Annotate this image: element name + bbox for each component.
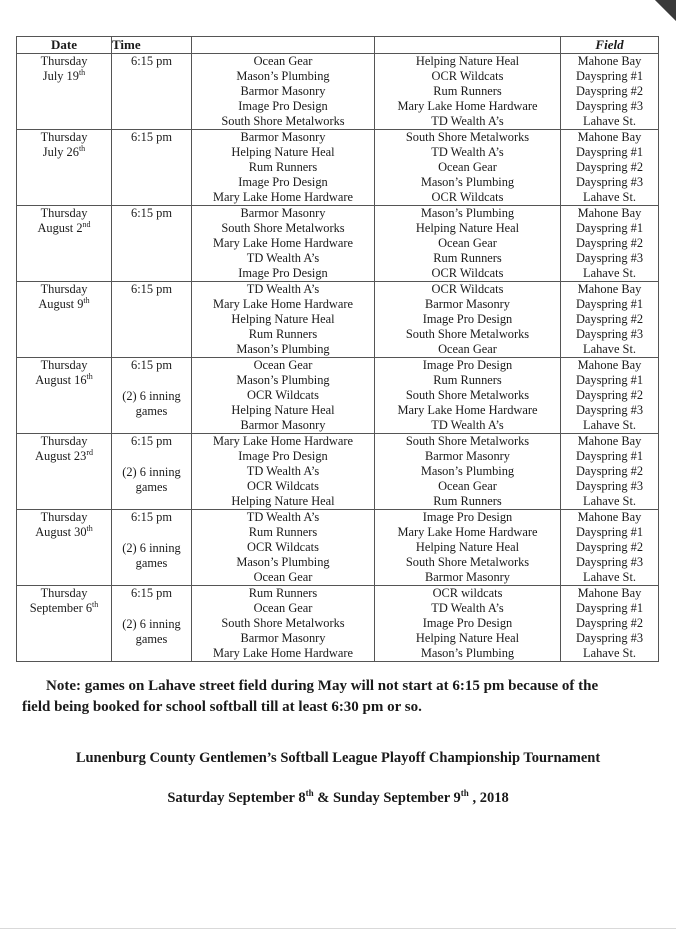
week-away-cell [375, 282, 561, 358]
away-team: Helping Nature Heal [415, 540, 520, 554]
field-name: Lahave St. [583, 190, 636, 204]
home-team: Mason’s Plumbing [236, 555, 330, 569]
week-away-cell [375, 358, 561, 434]
field-name: Lahave St. [583, 418, 636, 432]
away-team: TD Wealth A’s [431, 601, 504, 615]
away-team: Mason’s Plumbing [420, 464, 515, 478]
week-month-day [35, 525, 93, 539]
field-name: Dayspring #2 [575, 312, 644, 326]
field-name: Dayspring #2 [575, 84, 644, 98]
week-month-day-text: September 6 [29, 601, 93, 615]
week-away-cell [375, 206, 561, 282]
away-team: South Shore Metalworks [405, 327, 530, 341]
away-team: Barmor Masonry [425, 570, 510, 584]
home-team: Ocean Gear [253, 54, 313, 68]
week-month-day [43, 145, 85, 159]
week-time-cell [112, 206, 192, 282]
scan-edge-shadow [646, 0, 676, 22]
field-name: Mahone Bay [577, 358, 642, 372]
week-month-day [43, 69, 85, 83]
inning-note: (2) 6 inning games [122, 541, 181, 570]
away-team: TD Wealth A’s [431, 418, 504, 432]
week-date-cell [17, 510, 112, 586]
field-name: Mahone Bay [577, 434, 642, 448]
week-day: Thursday [40, 434, 88, 448]
week-month-day-text: August 2 [37, 221, 83, 235]
week-time-cell [112, 434, 192, 510]
week-day: Thursday [40, 358, 88, 372]
week-away-cell [375, 510, 561, 586]
week-time: 6:15 pm [131, 510, 172, 524]
week-ordinal-suffix: th [86, 371, 93, 381]
away-team: Rum Runners [433, 373, 502, 387]
home-team: Barmor Masonry [240, 130, 326, 144]
week-date-cell [17, 54, 112, 130]
home-team: Barmor Masonry [240, 631, 326, 645]
week-time: 6:15 pm [131, 434, 172, 448]
week-home-cell [192, 434, 375, 510]
header-away [375, 37, 561, 54]
away-team: Mary Lake Home Hardware [397, 403, 538, 417]
week-row [17, 130, 659, 206]
week-ordinal-suffix: th [78, 67, 86, 77]
away-team: Image Pro Design [422, 312, 513, 326]
field-name: Dayspring #3 [575, 175, 644, 189]
week-fields-cell [561, 358, 659, 434]
field-name: Dayspring #3 [575, 631, 644, 645]
field-name: Dayspring #2 [575, 236, 644, 250]
field-name: Dayspring #1 [575, 449, 644, 463]
week-home-cell [192, 54, 375, 130]
week-ordinal-suffix: th [83, 295, 90, 305]
week-month-day-text: August 9 [38, 297, 84, 311]
week-home-cell [192, 282, 375, 358]
field-name: Lahave St. [583, 570, 636, 584]
field-name: Dayspring #3 [575, 479, 644, 493]
header-date: Date [17, 37, 112, 54]
away-team: Image Pro Design [422, 510, 513, 524]
week-time: 6:15 pm [131, 130, 172, 144]
week-fields-cell [561, 130, 659, 206]
field-name: Dayspring #3 [575, 403, 644, 417]
tournament-sat-suffix: th [305, 788, 314, 799]
scan-artifact-line [0, 928, 676, 929]
home-team: Helping Nature Heal [231, 403, 335, 417]
week-month-day-text: July 19 [42, 69, 79, 83]
field-name: Lahave St. [583, 266, 636, 280]
away-team: OCR Wildcats [431, 282, 504, 296]
away-team: Helping Nature Heal [415, 54, 520, 68]
week-time-cell [112, 358, 192, 434]
away-team: South Shore Metalworks [405, 130, 530, 144]
home-team: Image Pro Design [238, 175, 328, 189]
away-team: South Shore Metalworks [405, 434, 530, 448]
week-month-day-text: August 23 [35, 449, 87, 463]
week-date-cell [17, 130, 112, 206]
home-team: Barmor Masonry [240, 206, 326, 220]
header-time: Time [112, 37, 192, 54]
week-row [17, 206, 659, 282]
home-team: South Shore Metalworks [221, 616, 345, 630]
week-home-cell [192, 358, 375, 434]
week-ordinal-suffix: nd [82, 219, 91, 229]
field-name: Dayspring #1 [575, 297, 644, 311]
week-month-day-text: August 16 [35, 373, 87, 387]
week-day: Thursday [40, 282, 88, 296]
home-team: Helping Nature Heal [231, 312, 335, 326]
week-ordinal-suffix: th [78, 143, 86, 153]
away-team: Mary Lake Home Hardware [397, 99, 538, 113]
away-team: TD Wealth A’s [431, 114, 504, 128]
header-row [17, 37, 659, 54]
week-home-cell [192, 586, 375, 662]
week-time: 6:15 pm [131, 54, 172, 68]
week-month-day [30, 601, 99, 615]
field-name: Dayspring #3 [575, 555, 644, 569]
week-day: Thursday [40, 586, 88, 600]
home-team: Helping Nature Heal [231, 494, 335, 508]
week-fields-cell [561, 586, 659, 662]
week-ordinal-suffix: th [86, 523, 93, 533]
week-fields-cell [561, 206, 659, 282]
week-time-cell [112, 54, 192, 130]
week-away-cell [375, 130, 561, 206]
week-home-cell [192, 130, 375, 206]
field-name: Mahone Bay [577, 206, 642, 220]
home-team: Mary Lake Home Hardware [212, 236, 354, 250]
tournament-sat: Saturday September 8 [167, 790, 306, 806]
note-paragraph [22, 676, 652, 718]
home-team: TD Wealth A’s [246, 510, 320, 524]
field-name: Mahone Bay [577, 130, 642, 144]
away-team: OCR wildcats [432, 586, 503, 600]
field-name: Dayspring #1 [575, 373, 644, 387]
tournament-dates [0, 790, 676, 807]
home-team: Mary Lake Home Hardware [212, 190, 354, 204]
week-ordinal-suffix: rd [86, 447, 93, 457]
home-team: Image Pro Design [238, 449, 328, 463]
week-day: Thursday [40, 206, 88, 220]
week-row [17, 358, 659, 434]
field-name: Dayspring #1 [575, 525, 644, 539]
home-team: Mary Lake Home Hardware [212, 434, 354, 448]
away-team: Ocean Gear [438, 236, 497, 250]
home-team: Helping Nature Heal [231, 145, 335, 159]
week-time: 6:15 pm [131, 206, 172, 220]
home-team: Image Pro Design [238, 266, 328, 280]
home-team: TD Wealth A’s [246, 282, 320, 296]
inning-note: (2) 6 inning games [122, 617, 181, 646]
week-home-cell [192, 206, 375, 282]
week-fields-cell [561, 510, 659, 586]
tournament-year: , 2018 [468, 790, 509, 806]
away-team: Mary Lake Home Hardware [397, 525, 538, 539]
home-team: Rum Runners [248, 586, 318, 600]
field-name: Dayspring #2 [575, 160, 644, 174]
field-name: Dayspring #3 [575, 251, 644, 265]
away-team: Image Pro Design [422, 616, 513, 630]
week-home-cell [192, 510, 375, 586]
week-month-day [38, 297, 89, 311]
field-name: Dayspring #1 [575, 221, 644, 235]
week-day: Thursday [40, 54, 88, 68]
week-away-cell [375, 586, 561, 662]
home-team: Rum Runners [248, 327, 318, 341]
inning-note: (2) 6 inning games [122, 465, 181, 494]
home-team: Rum Runners [248, 525, 318, 539]
week-row [17, 54, 659, 130]
tournament-sun-suffix: th [460, 788, 469, 799]
note-line-1: Note: games on Lahave street field during May will not start at 6:15 pm because of the [46, 678, 599, 694]
field-name: Dayspring #1 [575, 69, 644, 83]
field-name: Lahave St. [583, 114, 636, 128]
week-time: 6:15 pm [131, 586, 172, 600]
week-month-day [35, 449, 93, 463]
field-name: Dayspring #3 [575, 99, 644, 113]
home-team: Barmor Masonry [240, 84, 326, 98]
away-team: OCR Wildcats [431, 190, 504, 204]
away-team: Rum Runners [433, 251, 502, 265]
away-team: Barmor Masonry [425, 297, 510, 311]
home-team: OCR Wildcats [247, 479, 319, 493]
home-team: Rum Runners [248, 160, 318, 174]
home-team: South Shore Metalworks [221, 114, 345, 128]
week-away-cell [375, 434, 561, 510]
away-team: OCR Wildcats [431, 266, 504, 280]
week-month-day [37, 221, 90, 235]
home-team: Barmor Masonry [240, 418, 326, 432]
field-name: Mahone Bay [577, 282, 642, 296]
away-team: Image Pro Design [422, 358, 513, 372]
field-name: Dayspring #2 [575, 540, 644, 554]
week-date-cell [17, 206, 112, 282]
header-field: Field [561, 37, 659, 54]
week-row [17, 434, 659, 510]
away-team: Ocean Gear [438, 160, 497, 174]
home-team: Mason’s Plumbing [236, 342, 330, 356]
week-date-cell [17, 586, 112, 662]
home-team: OCR Wildcats [247, 388, 319, 402]
field-name: Dayspring #2 [575, 616, 644, 630]
away-team: Helping Nature Heal [415, 631, 520, 645]
field-name: Dayspring #2 [575, 464, 644, 478]
week-month-day [35, 373, 93, 387]
home-team: TD Wealth A’s [246, 464, 320, 478]
field-name: Dayspring #1 [575, 145, 644, 159]
week-fields-cell [561, 282, 659, 358]
home-team: Mason’s Plumbing [236, 373, 330, 387]
week-day: Thursday [40, 510, 88, 524]
tournament-title: Lunenburg County Gentlemen’s Softball League Playoff Championship Tournament [75, 750, 601, 766]
home-team: Ocean Gear [253, 601, 313, 615]
week-time-cell [112, 282, 192, 358]
away-team: Barmor Masonry [425, 449, 510, 463]
away-team: Mason’s Plumbing [420, 206, 515, 220]
field-name: Lahave St. [583, 342, 636, 356]
field-name: Mahone Bay [577, 586, 642, 600]
away-team: Ocean Gear [438, 342, 497, 356]
home-team: TD Wealth A’s [246, 251, 320, 265]
away-team: Rum Runners [433, 84, 502, 98]
week-fields-cell [561, 434, 659, 510]
away-team: TD Wealth A’s [431, 145, 504, 159]
header-home [192, 37, 375, 54]
home-team: OCR Wildcats [247, 540, 319, 554]
week-date-cell [17, 358, 112, 434]
week-time: 6:15 pm [131, 282, 172, 296]
week-row [17, 586, 659, 662]
week-date-cell [17, 434, 112, 510]
away-team: Mason’s Plumbing [420, 646, 515, 660]
field-name: Dayspring #2 [575, 388, 644, 402]
home-team: Ocean Gear [253, 358, 313, 372]
week-time-cell [112, 510, 192, 586]
away-team: South Shore Metalworks [405, 555, 530, 569]
home-team: Image Pro Design [238, 99, 328, 113]
week-month-day-text: July 26 [42, 145, 79, 159]
home-team: Mary Lake Home Hardware [212, 297, 354, 311]
schedule-table [16, 36, 659, 662]
week-date-cell [17, 282, 112, 358]
week-row [17, 510, 659, 586]
week-time-cell [112, 586, 192, 662]
week-fields-cell [561, 54, 659, 130]
field-name: Mahone Bay [577, 54, 642, 68]
note-line-2: field being booked for school softball till at least 6:30 pm or so. [22, 699, 422, 715]
week-time: 6:15 pm [131, 358, 172, 372]
week-row [17, 282, 659, 358]
week-day: Thursday [40, 130, 88, 144]
away-team: Rum Runners [433, 494, 502, 508]
home-team: Mary Lake Home Hardware [212, 646, 354, 660]
field-name: Lahave St. [583, 494, 636, 508]
week-away-cell [375, 54, 561, 130]
field-name: Dayspring #1 [575, 601, 644, 615]
home-team: South Shore Metalworks [221, 221, 345, 235]
field-name: Lahave St. [583, 646, 636, 660]
week-month-day-text: August 30 [35, 525, 87, 539]
inning-note: (2) 6 inning games [122, 389, 181, 418]
field-name: Dayspring #3 [575, 327, 644, 341]
away-team: Mason’s Plumbing [420, 175, 515, 189]
away-team: Ocean Gear [438, 479, 497, 493]
home-team: Ocean Gear [253, 570, 313, 584]
home-team: Mason’s Plumbing [236, 69, 330, 83]
away-team: Helping Nature Heal [415, 221, 520, 235]
away-team: South Shore Metalworks [405, 388, 530, 402]
field-name: Mahone Bay [577, 510, 642, 524]
tournament-sun: & Sunday September 9 [313, 790, 461, 806]
week-time-cell [112, 130, 192, 206]
week-ordinal-suffix: th [92, 599, 99, 609]
away-team: OCR Wildcats [431, 69, 504, 83]
